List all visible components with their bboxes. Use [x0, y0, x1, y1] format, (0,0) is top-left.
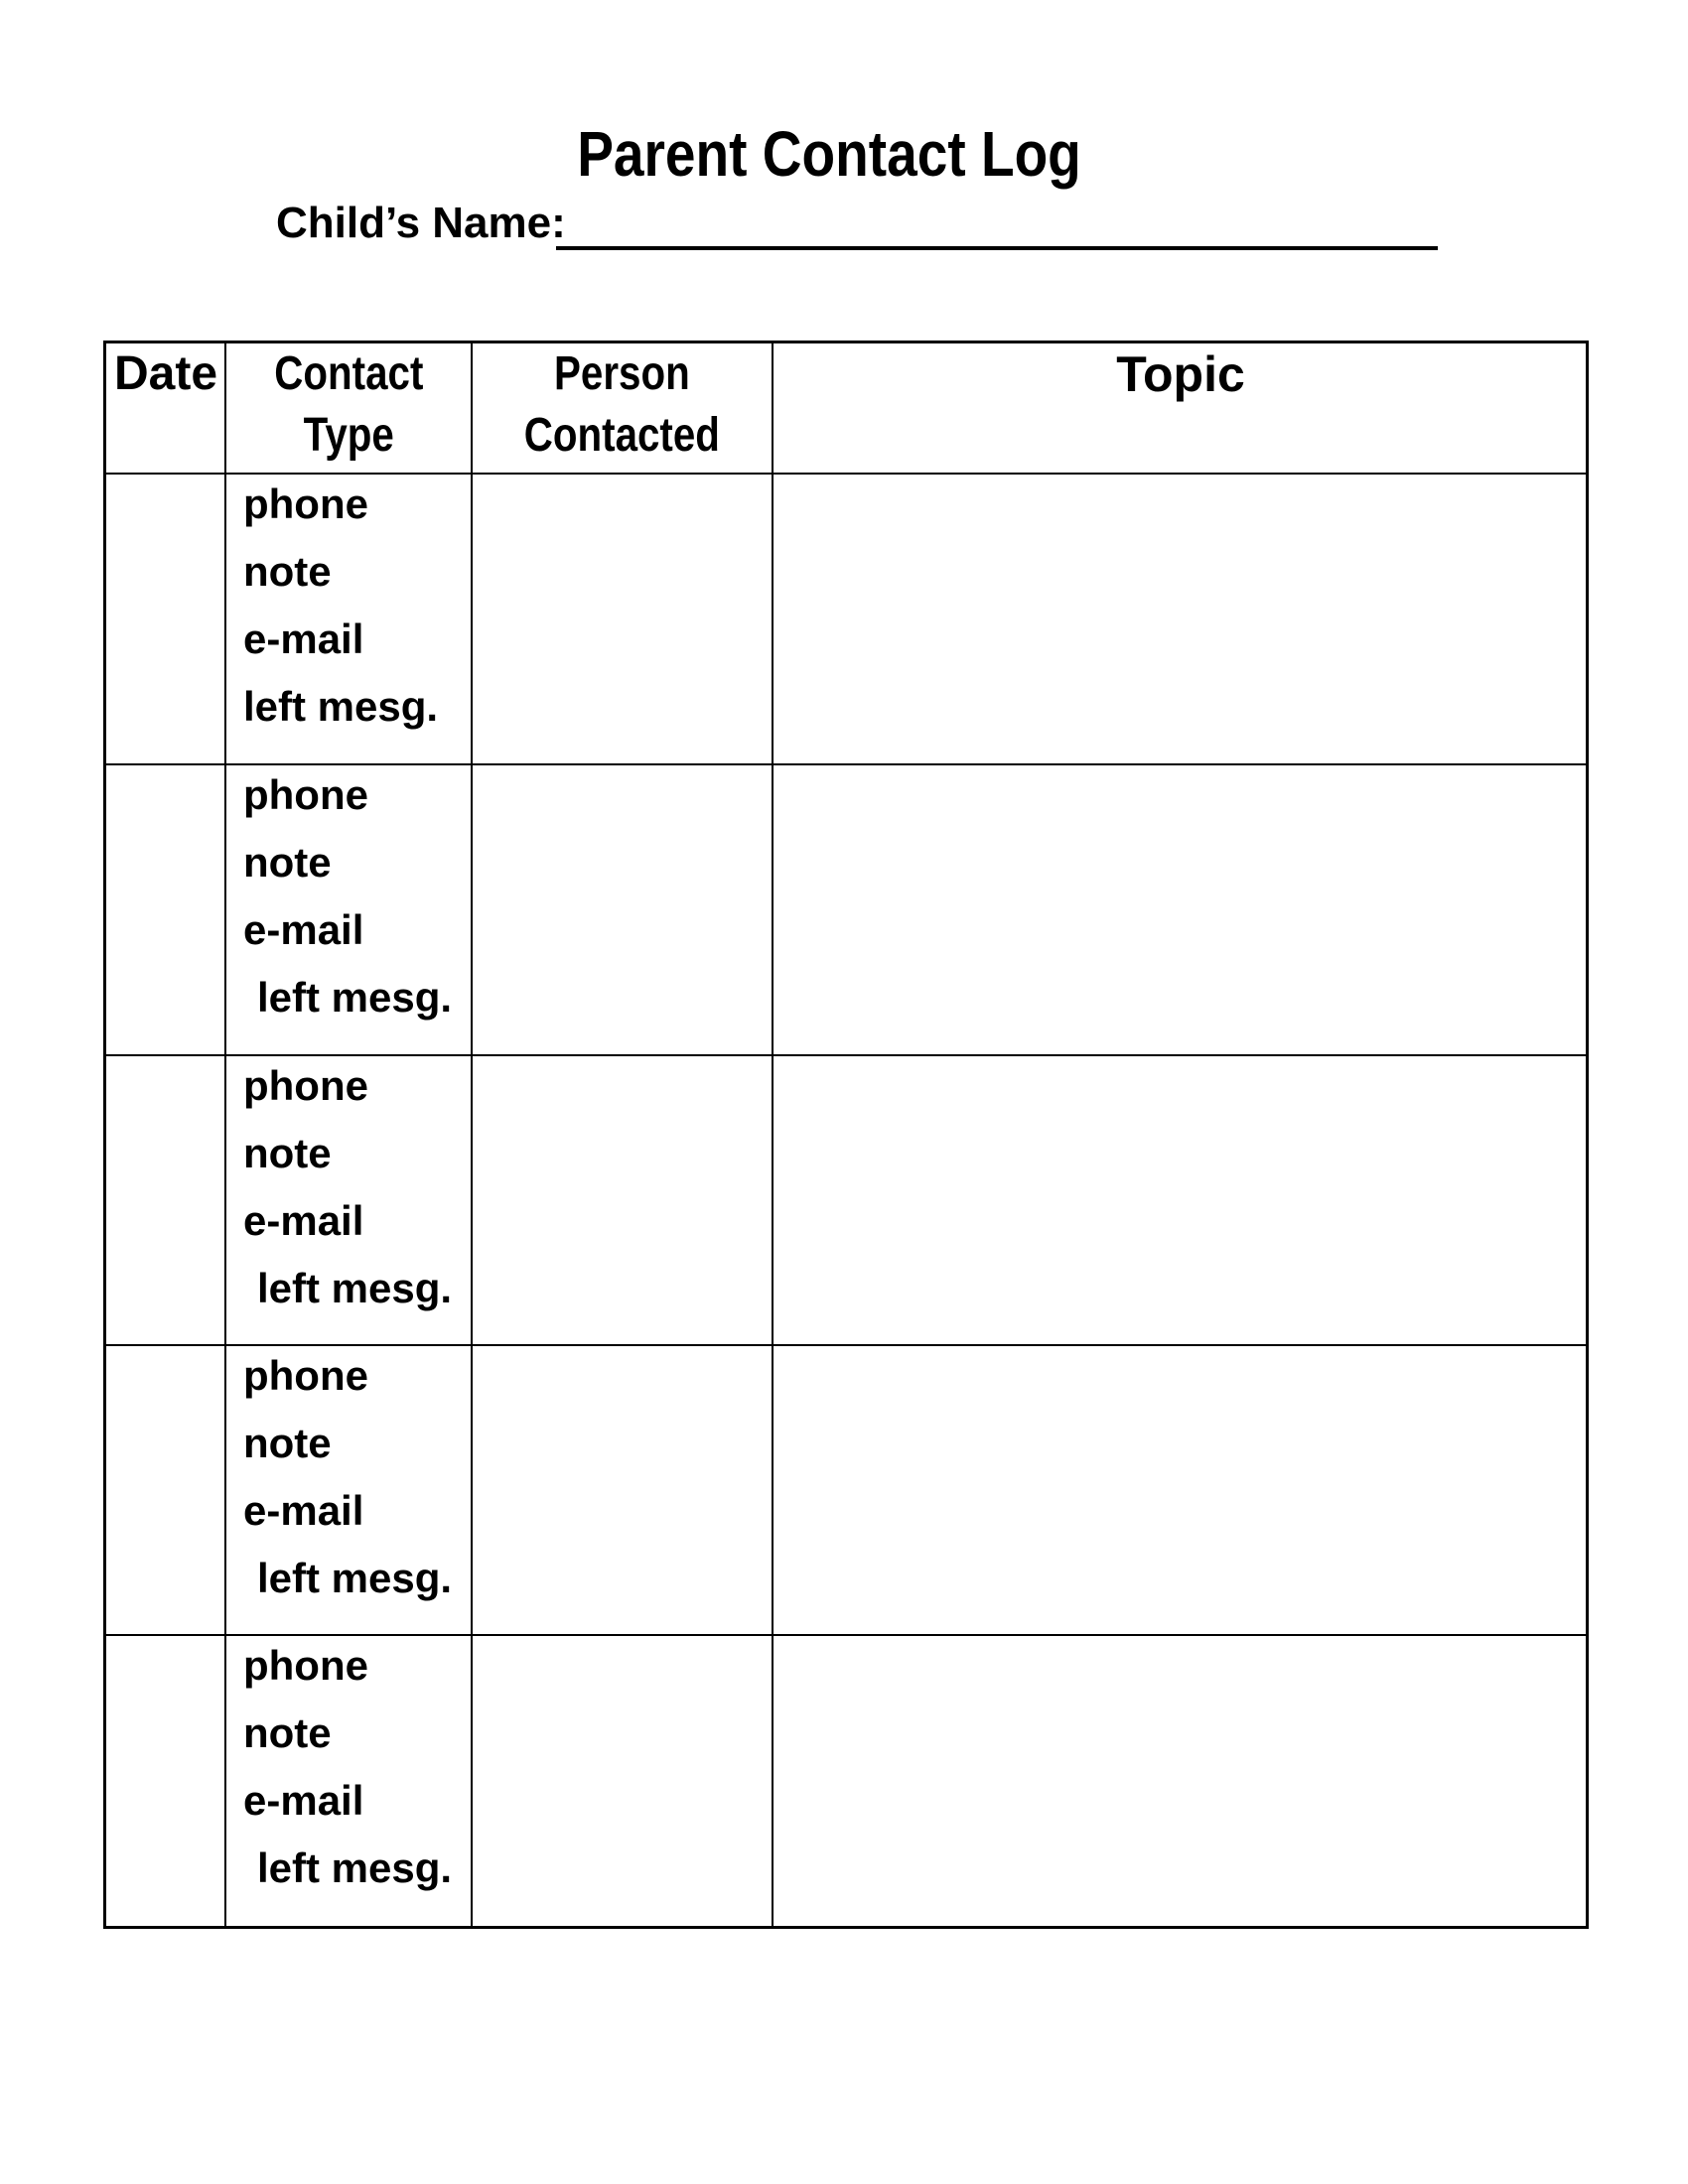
table-row — [106, 1636, 1586, 1926]
contact-type-option[interactable]: note — [243, 839, 332, 886]
contact-type-options — [243, 1058, 482, 1328]
table-row — [106, 475, 1586, 764]
person-contacted-cell[interactable] — [473, 1636, 771, 1926]
contact-type-option[interactable]: left mesg. — [243, 683, 439, 730]
date-cell[interactable] — [106, 765, 224, 1055]
contact-type-option[interactable]: left mesg. — [257, 1265, 453, 1311]
contact-type-option[interactable]: note — [243, 548, 332, 595]
contact-type-option[interactable]: e-mail — [243, 906, 364, 953]
contact-type-options — [243, 767, 482, 1037]
contact-log-table — [103, 341, 1589, 1929]
contact-type-option[interactable]: left mesg. — [257, 974, 453, 1021]
date-cell[interactable] — [106, 1636, 224, 1926]
person-contacted-cell[interactable] — [473, 475, 771, 764]
contact-type-option[interactable]: note — [243, 1709, 332, 1756]
contact-type-option[interactable]: e-mail — [243, 1777, 364, 1824]
contact-type-option[interactable]: e-mail — [243, 1197, 364, 1244]
table-row — [106, 765, 1586, 1055]
page-title: Parent Contact Log — [577, 118, 1081, 190]
topic-cell[interactable] — [774, 1636, 1586, 1926]
contact-type-options — [243, 1348, 482, 1618]
header-topic: Topic — [1116, 346, 1245, 402]
childs-name-field[interactable] — [556, 246, 1438, 250]
contact-type-option[interactable]: phone — [243, 1062, 368, 1109]
header-person-contacted: Person Contacted — [523, 347, 721, 462]
person-contacted-cell[interactable] — [473, 1056, 771, 1346]
contact-type-option[interactable]: note — [243, 1130, 332, 1176]
topic-cell[interactable] — [774, 475, 1586, 764]
contact-type-options — [243, 1638, 482, 1908]
contact-type-option[interactable]: phone — [243, 771, 368, 818]
date-cell[interactable] — [106, 475, 224, 764]
person-contacted-cell[interactable] — [473, 1346, 771, 1636]
topic-cell[interactable] — [774, 1346, 1586, 1636]
contact-type-option[interactable]: phone — [243, 1352, 368, 1399]
header-date: Date — [113, 347, 218, 400]
contact-type-option[interactable]: note — [243, 1420, 332, 1466]
contact-type-option[interactable]: left mesg. — [257, 1555, 453, 1601]
date-cell[interactable] — [106, 1346, 224, 1636]
contact-type-option[interactable]: phone — [243, 480, 368, 527]
header-contact-type: Contact Type — [273, 347, 424, 462]
topic-cell[interactable] — [774, 1056, 1586, 1346]
table-row — [106, 1056, 1586, 1346]
date-cell[interactable] — [106, 1056, 224, 1346]
childs-name-label: Child’s Name: — [276, 199, 566, 247]
person-contacted-cell[interactable] — [473, 765, 771, 1055]
table-row — [106, 1346, 1586, 1636]
contact-type-option[interactable]: left mesg. — [257, 1844, 453, 1891]
contact-type-option[interactable]: e-mail — [243, 615, 364, 662]
topic-cell[interactable] — [774, 765, 1586, 1055]
contact-type-option[interactable]: phone — [243, 1642, 368, 1689]
contact-type-options — [243, 477, 482, 747]
contact-type-option[interactable]: e-mail — [243, 1487, 364, 1534]
